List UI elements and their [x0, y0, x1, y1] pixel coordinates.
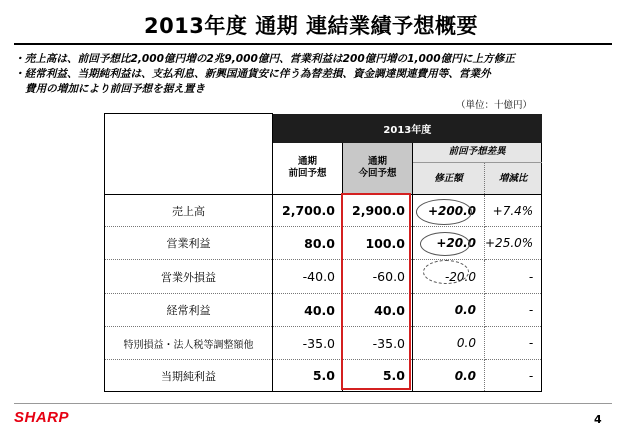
diff-header: 前回予想差異 — [413, 143, 542, 163]
row-label: 売上高 — [105, 195, 273, 227]
prev-value: -35.0 — [273, 327, 343, 360]
amount-header: 修正額 — [413, 163, 485, 195]
amount-circle-sales — [416, 199, 472, 225]
fiscal-year-header: 2013年度 — [273, 114, 542, 143]
page-number: 4 — [594, 413, 602, 426]
rate-value: +25.0% — [485, 227, 542, 260]
sharp-logo: SHARP — [14, 409, 70, 426]
amount-value: 0.0 — [413, 327, 485, 360]
amount-value: 0.0 — [413, 294, 485, 327]
table-row — [105, 260, 542, 294]
curr-value: 5.0 — [343, 360, 413, 392]
forecast-table — [104, 113, 542, 392]
table-row — [105, 327, 542, 360]
current-forecast-highlight — [341, 193, 411, 390]
curr-value: -60.0 — [343, 260, 413, 294]
prev-value: 2,700.0 — [273, 195, 343, 227]
curr-value: 100.0 — [343, 227, 413, 260]
rate-value: - — [485, 294, 542, 327]
row-label: 営業利益 — [105, 227, 273, 260]
prev-forecast-header: 通期 前回予想 — [273, 143, 343, 195]
amount-value: +20.0 — [413, 227, 485, 260]
footer-divider — [14, 403, 612, 404]
prev-value: 5.0 — [273, 360, 343, 392]
bullet-line-1: ・売上高は、前回予想比2,000億円増の2兆9,000億円、営業利益は200億円増の1,000億円に上方修正 — [14, 53, 515, 65]
rate-header: 増減比 — [485, 163, 542, 195]
row-label: 経常利益 — [105, 294, 273, 327]
rate-value: - — [485, 360, 542, 392]
amount-value: -20.0 — [413, 260, 485, 294]
table-row — [105, 227, 542, 260]
summary-bullets — [14, 52, 614, 97]
prev-value: 80.0 — [273, 227, 343, 260]
bullet-line-2: ・経常利益、当期純利益は、支払利息、新興国通貨安に伴う為替差損、資金調達関連費用等、営業外 — [14, 68, 491, 80]
rate-value: +7.4% — [485, 195, 542, 227]
table-row — [105, 360, 542, 392]
table-row — [105, 294, 542, 327]
amount-value: 0.0 — [413, 360, 485, 392]
table-row — [105, 195, 542, 227]
amount-circle-operating — [420, 232, 470, 256]
row-label: 当期純利益 — [105, 360, 273, 392]
curr-value: 40.0 — [343, 294, 413, 327]
unit-label: （単位：十億円） — [456, 100, 533, 111]
header-blank — [105, 114, 273, 143]
rate-value: - — [485, 327, 542, 360]
curr-forecast-header: 通期 今回予想 — [343, 143, 413, 195]
rate-value: - — [485, 260, 542, 294]
row-label: 特別損益・法人税等調整額他 — [105, 327, 273, 360]
amount-circle-nonoperating — [423, 260, 469, 284]
page-title: 2013年度 通期 連結業績予想概要 — [143, 14, 479, 38]
curr-value: 2,900.0 — [343, 195, 413, 227]
prev-value: 40.0 — [273, 294, 343, 327]
row-label: 営業外損益 — [105, 260, 273, 294]
curr-value: -35.0 — [343, 327, 413, 360]
prev-value: -40.0 — [273, 260, 343, 294]
bullet-line-3: 費用の増加により前回予想を据え置き — [25, 83, 206, 95]
amount-value: +200.0 — [413, 195, 485, 227]
title-divider — [14, 43, 612, 45]
